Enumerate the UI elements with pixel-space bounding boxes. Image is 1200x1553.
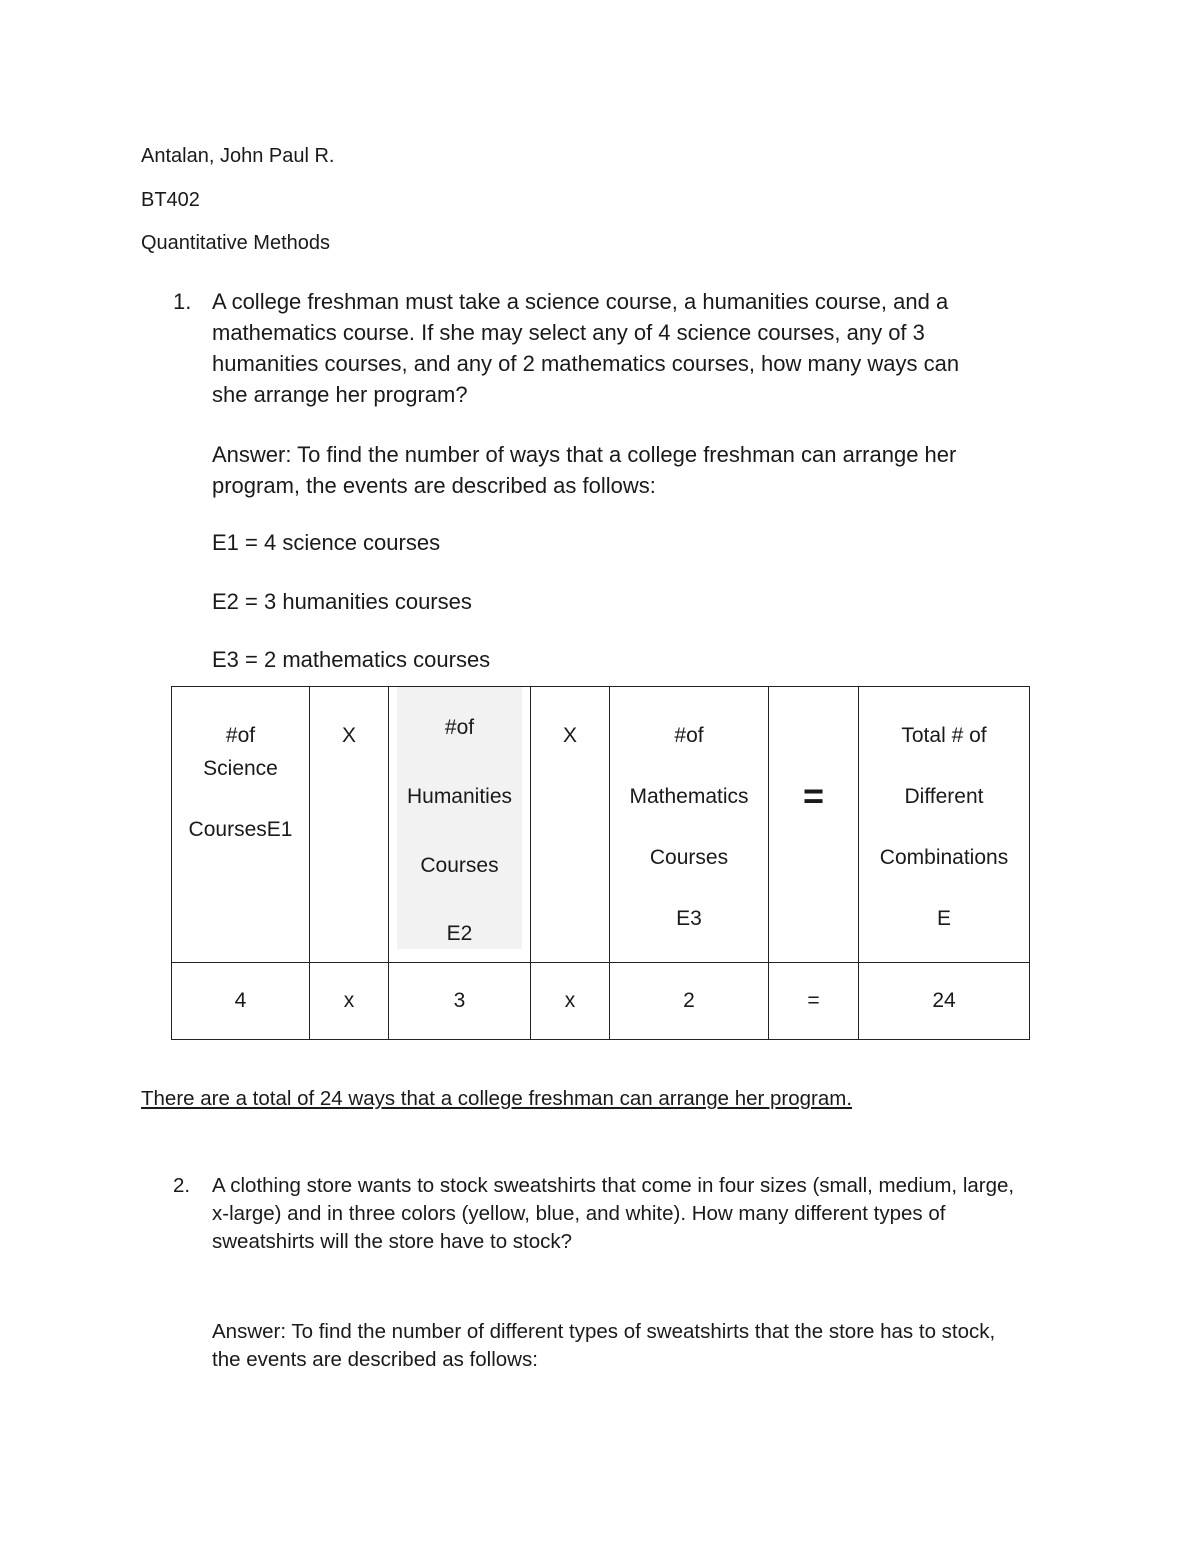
multiply-sign: X: [341, 724, 356, 747]
equals-header-cell: [769, 687, 859, 963]
multiply-header-cell: [531, 687, 610, 963]
total-header-line: E: [936, 907, 951, 930]
science-value: 4: [172, 963, 310, 1040]
answer-1-text: [212, 439, 1052, 501]
question-1-line: A college freshman must take a science course, a humanities course, and a: [212, 289, 949, 314]
multiply-value: x: [531, 963, 610, 1040]
total-value: 24: [859, 963, 1030, 1040]
multiply-value: x: [310, 963, 389, 1040]
math-header-line: Mathematics: [629, 785, 749, 808]
answer-2-line: Answer: To find the number of different types of sweatshirts that the store has to stock,: [212, 1320, 996, 1343]
answer-1-line: Answer: To find the number of ways that a college freshman can arrange her: [212, 442, 957, 467]
student-name: Antalan, John Paul R.: [141, 145, 335, 167]
math-value: 2: [610, 963, 769, 1040]
question-2-line: x-large) and in three colors (yellow, blue, and white). How many different types of: [212, 1202, 946, 1225]
event-e1: E1 = 4 science courses: [212, 530, 441, 555]
equals-sign-large: =: [802, 775, 825, 816]
total-header-cell: [859, 687, 1030, 963]
humanities-header-line: #of: [444, 716, 475, 739]
multiply-sign: X: [562, 724, 577, 747]
question-1-text: [212, 286, 1052, 410]
question-2-number: 2.: [173, 1174, 191, 1197]
total-header-line: Different: [904, 785, 984, 808]
humanities-value: 3: [389, 963, 531, 1040]
humanities-header-line: Courses: [420, 854, 499, 877]
humanities-header-line: Humanities: [406, 785, 513, 808]
question-1-line: she arrange her program?: [212, 382, 468, 407]
answer-2-line: the events are described as follows:: [212, 1348, 538, 1371]
answer-1-line: program, the events are described as follows:: [212, 473, 656, 498]
section-code: BT402: [141, 189, 200, 211]
question-1-number: 1.: [173, 289, 192, 314]
science-header-line: Science: [203, 757, 278, 780]
answer-2-text: [212, 1318, 1082, 1374]
table-values-row: [172, 963, 1030, 1040]
math-header-line: Courses: [649, 846, 729, 869]
total-header-line: Combinations: [879, 846, 1009, 869]
science-header-line: CoursesE1: [188, 818, 293, 841]
table-header-row: [172, 687, 1030, 963]
question-1-line: mathematics course. If she may select any of 4 science courses, any of 3: [212, 320, 925, 345]
science-header-cell: [172, 687, 310, 963]
science-header-line: #of: [225, 724, 256, 747]
humanities-shade: [397, 687, 522, 949]
event-e3: E3 = 2 mathematics courses: [212, 647, 491, 672]
question-1-conclusion: There are a total of 24 ways that a college freshman can arrange her program.: [141, 1087, 853, 1110]
math-header-line: #of: [674, 724, 704, 747]
humanities-header-cell: [389, 687, 531, 963]
total-header-line: Total # of: [901, 724, 987, 747]
equals-value: =: [769, 963, 859, 1040]
humanities-header-line: E2: [446, 922, 473, 945]
math-header-line: E3: [676, 907, 702, 930]
question-2-text: [212, 1172, 1082, 1256]
math-header-cell: [610, 687, 769, 963]
question-1-line: humanities courses, and any of 2 mathematics courses, how many ways can: [212, 351, 960, 376]
question-2-line: A clothing store wants to stock sweatshirts that come in four sizes (small, medium, large,: [212, 1174, 1015, 1197]
course-title: Quantitative Methods: [141, 232, 330, 254]
question-2-line: sweatshirts will the store have to stock?: [212, 1230, 573, 1253]
combinations-table: [171, 686, 1030, 1040]
event-e2: E2 = 3 humanities courses: [212, 589, 472, 614]
multiply-header-cell: [310, 687, 389, 963]
